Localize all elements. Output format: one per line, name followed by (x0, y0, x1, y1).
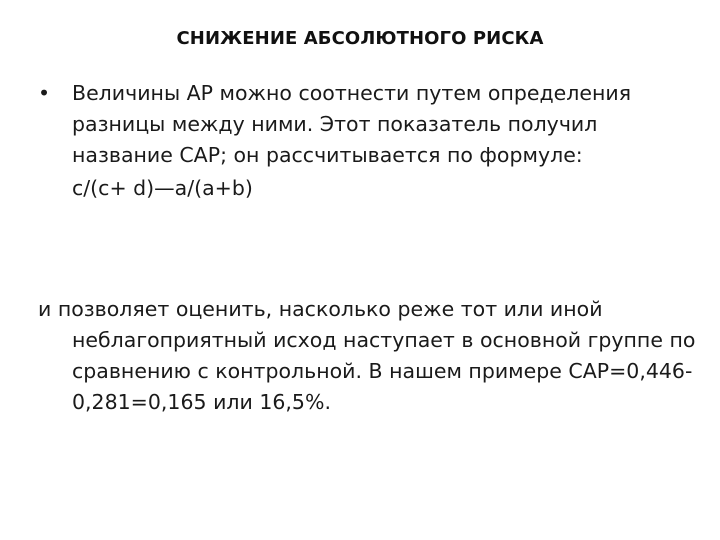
slide-title: СНИЖЕНИЕ АБСОЛЮТНОГО РИСКА (176, 28, 544, 49)
paragraph-text: и позволяет оценить, насколько реже тот или иной неблагоприятный исход наступает в основной группе по сравнению с контрольной. В нашем примере САР=0,446-0,281=0,165 или 16,5%. (38, 297, 696, 414)
bullet-block (38, 78, 698, 204)
bullet-marker: • (38, 81, 51, 105)
bullet-text: Величины АР можно соотнести путем определения разницы между ними. Этот показатель получил название САР; он рассчитывается по формуле: (72, 81, 632, 167)
bullet-item (38, 78, 698, 171)
formula-text: c/(c+ d)—a/(a+b) (72, 176, 253, 200)
